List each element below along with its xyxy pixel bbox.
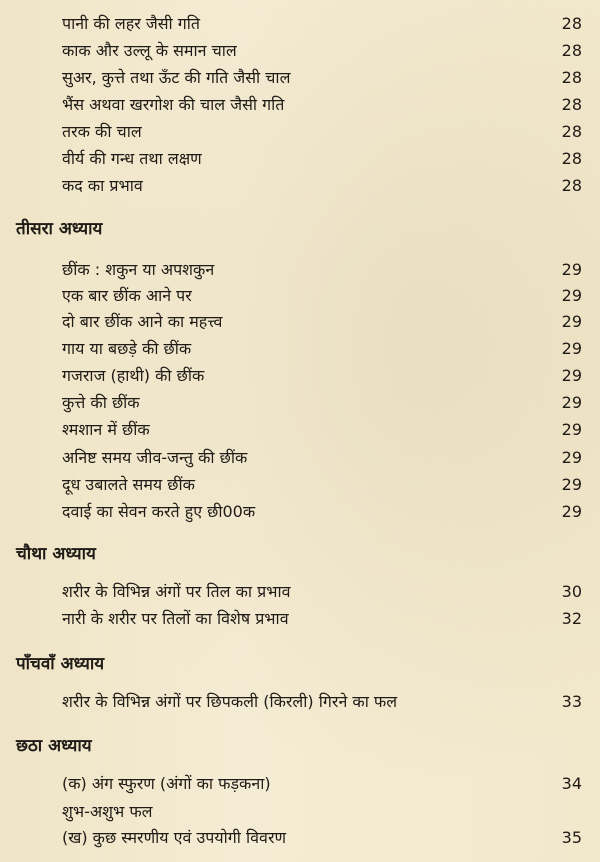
entry-title: नारी के शरीर पर तिलों का विशेष प्रभाव [62,609,289,628]
entry-title: तरक की चाल [62,122,142,141]
entry-title: एक बार छींक आने पर [62,286,192,305]
entry-title: शरीर के विभिन्न अंगों पर छिपकली (किरली) गिरने का फल [62,692,398,711]
entry-title: गाय या बछड़े की छींक [62,339,192,358]
toc-entry [62,145,582,171]
toc-entry [62,118,582,144]
toc-entry [62,498,582,524]
entry-page: 29 [561,419,582,439]
toc-entry [62,824,582,850]
toc-entry [62,770,582,796]
toc-entry [62,688,582,714]
entry-title: (ख) कुछ स्मरणीय एवं उपयोगी विवरण [62,828,287,847]
entry-title: (क) अंग स्फुरण (अंगों का फड़कना) [62,774,271,793]
entry-page: 29 [561,259,582,279]
toc-entry [62,605,582,631]
entry-page: 29 [561,311,582,331]
entry-page: 29 [561,365,582,385]
entry-page: 28 [561,94,582,114]
toc-entry [62,256,582,282]
entry-title: कुत्ते की छींक [62,393,140,412]
toc-entry [62,172,582,198]
toc-entry [62,308,582,334]
entry-page: 30 [561,581,582,601]
toc-entry [62,282,582,308]
entry-page: 29 [561,392,582,412]
entry-title: काक और उल्लू के समान चाल [62,41,237,60]
entry-page: 33 [561,691,582,711]
entry-title: दो बार छींक आने का महत्त्व [62,312,223,331]
entry-page: 29 [561,285,582,305]
entry-page: 29 [561,447,582,467]
toc-entry-continuation: शुभ-अशुभ फल [62,802,153,821]
entry-page: 28 [561,121,582,141]
entry-title: शरीर के विभिन्न अंगों पर तिल का प्रभाव [62,582,291,601]
entry-page: 29 [561,501,582,521]
toc-entry [62,444,582,470]
entry-page: 28 [561,67,582,87]
chapter-heading: चौथा अध्याय [16,544,96,564]
toc-entry [62,471,582,497]
entry-page: 28 [561,175,582,195]
entry-title: सुअर, कुत्ते तथा ऊँट की गति जैसी चाल [62,68,291,87]
entry-title: भैंस अथवा खरगोश की चाल जैसी गति [62,95,285,114]
chapter-heading: छठा अध्याय [16,736,92,756]
entry-page: 34 [561,773,582,793]
entry-page: 29 [561,338,582,358]
toc-entry [62,335,582,361]
toc-entry [62,91,582,117]
toc-entry [62,578,582,604]
entry-title: दवाई का सेवन करते हुए छी00क [62,502,256,521]
entry-title: वीर्य की गन्ध तथा लक्षण [62,149,202,168]
toc-entry [62,362,582,388]
entry-title: गजराज (हाथी) की छींक [62,366,205,385]
toc-entry [62,64,582,90]
toc-entry [62,37,582,63]
entry-title: कद का प्रभाव [62,176,143,195]
entry-title: पानी की लहर जैसी गति [62,14,201,33]
entry-title: अनिष्ट समय जीव-जन्तु की छींक [62,448,248,467]
entry-title: दूध उबालते समय छींक [62,475,195,494]
entry-page: 28 [561,148,582,168]
entry-page: 35 [561,827,582,847]
entry-title: छींक : शकुन या अपशकुन [62,260,215,279]
toc-entry [62,10,582,36]
toc-entry [62,416,582,442]
entry-title: श्मशान में छींक [62,420,150,439]
toc-entry [62,389,582,415]
entry-page: 32 [561,608,582,628]
chapter-heading: पाँचवाँ अध्याय [16,654,105,674]
chapter-heading: तीसरा अध्याय [16,219,103,239]
entry-page: 28 [561,40,582,60]
entry-page: 29 [561,474,582,494]
entry-page: 28 [561,13,582,33]
